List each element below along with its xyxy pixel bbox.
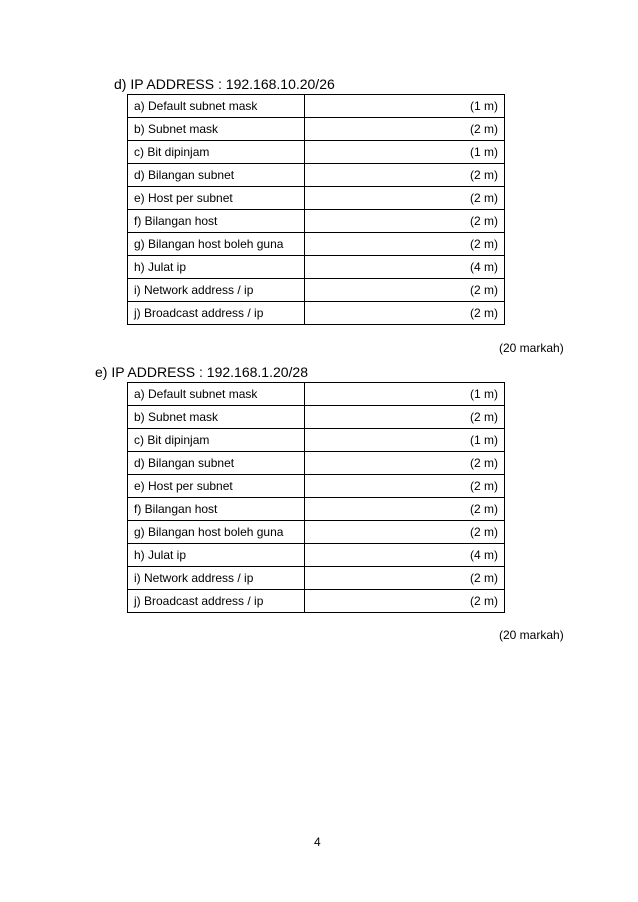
question-label: h) Julat ip (128, 256, 305, 279)
section-e-total-marks: (20 markah) (499, 628, 564, 642)
page-number: 4 (314, 835, 321, 849)
section-e-heading: e) IP ADDRESS : 192.168.1.20/28 (95, 364, 308, 380)
section-d-question-table (127, 94, 505, 325)
table-row (128, 475, 505, 498)
question-marks: (2 m) (305, 279, 505, 302)
table-row (128, 233, 505, 256)
question-marks: (2 m) (305, 521, 505, 544)
question-label: f) Bilangan host (128, 210, 305, 233)
question-label: f) Bilangan host (128, 498, 305, 521)
question-marks: (1 m) (305, 429, 505, 452)
question-marks: (1 m) (305, 95, 505, 118)
section-d-heading: d) IP ADDRESS : 192.168.10.20/26 (114, 76, 335, 92)
question-marks: (1 m) (305, 383, 505, 406)
question-label: e) Host per subnet (128, 187, 305, 210)
section-d-total-marks: (20 markah) (499, 341, 564, 355)
question-label: d) Bilangan subnet (128, 164, 305, 187)
question-marks: (2 m) (305, 302, 505, 325)
question-label: a) Default subnet mask (128, 383, 305, 406)
table-row (128, 383, 505, 406)
question-marks: (4 m) (305, 544, 505, 567)
question-label: i) Network address / ip (128, 279, 305, 302)
question-marks: (2 m) (305, 475, 505, 498)
table-row (128, 590, 505, 613)
question-marks: (2 m) (305, 187, 505, 210)
table-row (128, 498, 505, 521)
table-row (128, 118, 505, 141)
question-label: c) Bit dipinjam (128, 141, 305, 164)
table-row (128, 256, 505, 279)
table-row (128, 406, 505, 429)
table-row (128, 164, 505, 187)
question-marks: (1 m) (305, 141, 505, 164)
question-marks: (2 m) (305, 452, 505, 475)
question-label: j) Broadcast address / ip (128, 590, 305, 613)
question-marks: (2 m) (305, 210, 505, 233)
table-row (128, 95, 505, 118)
question-label: b) Subnet mask (128, 118, 305, 141)
question-label: g) Bilangan host boleh guna (128, 233, 305, 256)
question-label: j) Broadcast address / ip (128, 302, 305, 325)
question-label: c) Bit dipinjam (128, 429, 305, 452)
question-marks: (2 m) (305, 590, 505, 613)
question-marks: (2 m) (305, 233, 505, 256)
question-marks: (2 m) (305, 567, 505, 590)
section-e-question-table (127, 382, 505, 613)
table-row (128, 279, 505, 302)
table-row (128, 210, 505, 233)
table-row (128, 302, 505, 325)
table-row (128, 544, 505, 567)
question-label: a) Default subnet mask (128, 95, 305, 118)
question-marks: (2 m) (305, 164, 505, 187)
question-label: e) Host per subnet (128, 475, 305, 498)
table-row (128, 429, 505, 452)
question-marks: (4 m) (305, 256, 505, 279)
table-row (128, 521, 505, 544)
table-row (128, 567, 505, 590)
question-label: i) Network address / ip (128, 567, 305, 590)
table-row (128, 452, 505, 475)
question-label: g) Bilangan host boleh guna (128, 521, 305, 544)
table-row (128, 141, 505, 164)
question-marks: (2 m) (305, 118, 505, 141)
question-marks: (2 m) (305, 406, 505, 429)
question-label: h) Julat ip (128, 544, 305, 567)
question-label: d) Bilangan subnet (128, 452, 305, 475)
question-marks: (2 m) (305, 498, 505, 521)
table-row (128, 187, 505, 210)
question-label: b) Subnet mask (128, 406, 305, 429)
